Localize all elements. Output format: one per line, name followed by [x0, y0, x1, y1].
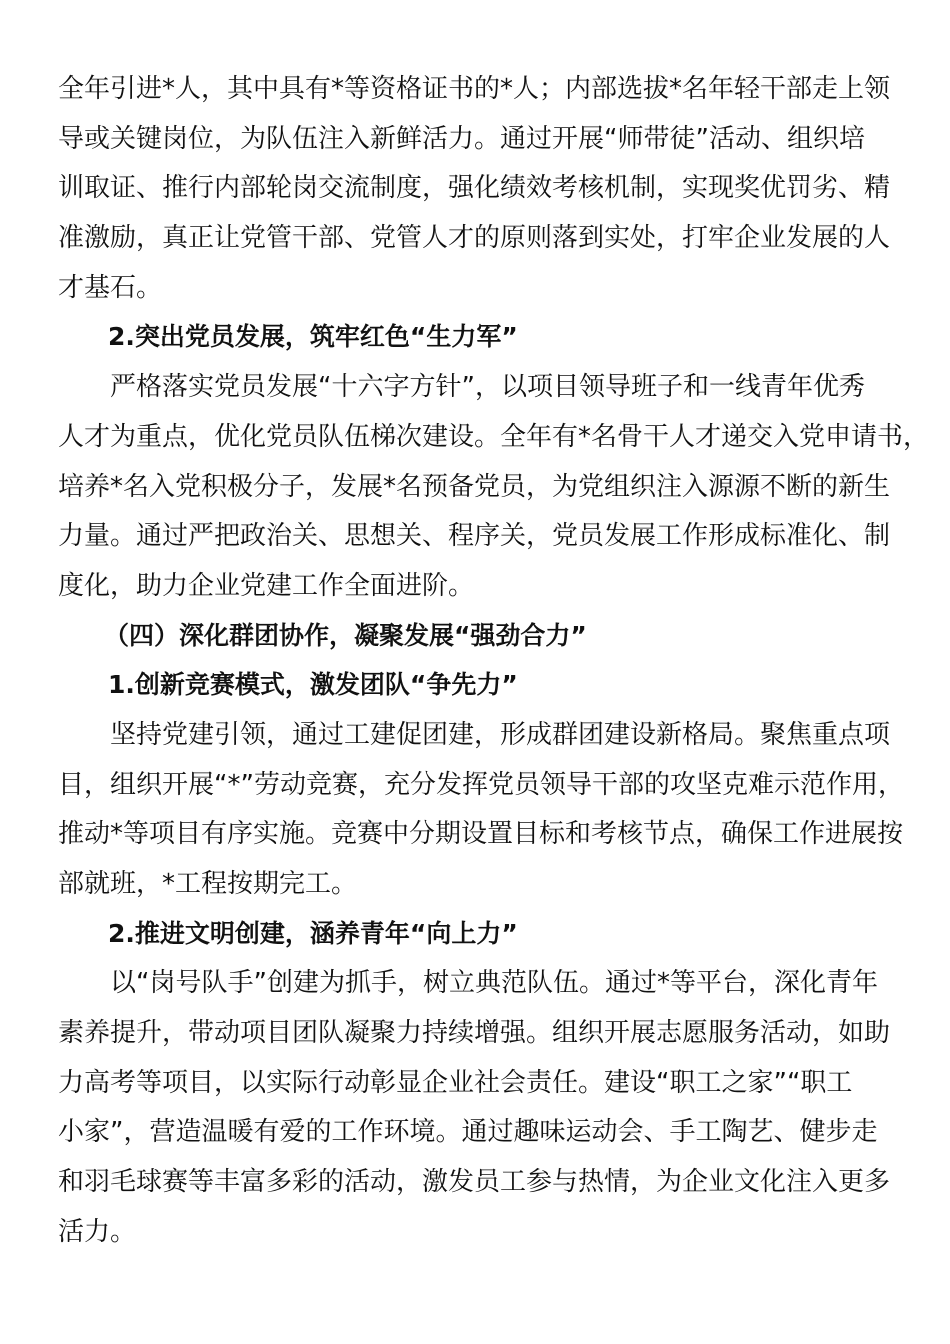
- paragraph-line: 目，组织开展“*”劳动竞赛，充分发挥党员领导干部的攻坚克难示范作用，: [58, 770, 904, 800]
- paragraph-line: 部就班，*工程按期完工。: [58, 869, 358, 899]
- paragraph-line: 素养提升，带动项目团队凝聚力持续增强。组织开展志愿服务活动，如助: [58, 1018, 891, 1048]
- paragraph-line: 准激励，真正让党管干部、党管人才的原则落到实处，打牢企业发展的人: [58, 223, 891, 253]
- paragraph-line: 严格落实党员发展“十六字方针”，以项目领导班子和一线青年优秀: [110, 372, 865, 402]
- paragraph-line: 小家”，营造温暖有爱的工作环境。通过趣味运动会、手工陶艺、健步走: [58, 1117, 878, 1147]
- paragraph-line: 才基石。: [58, 273, 163, 303]
- paragraph-line: 活力。: [58, 1217, 137, 1247]
- paragraph-line: 以“岗号队手”创建为抓手，树立典范队伍。通过*等平台，深化青年: [110, 968, 878, 998]
- subsection-heading: 1.创新竞赛模式，激发团队“争先力”: [108, 670, 518, 699]
- paragraph-line: 全年引进*人，其中具有*等资格证书的*人；内部选拔*名年轻干部走上领: [58, 74, 891, 104]
- subsection-heading: 2.推进文明创建，涵养青年“向上力”: [108, 919, 518, 948]
- paragraph-line: 人才为重点，优化党员队伍梯次建设。全年有*名骨干人才递交入党申请书，: [58, 422, 930, 452]
- paragraph-line: 力高考等项目，以实际行动彰显企业社会责任。建设“职工之家”“职工: [58, 1068, 853, 1098]
- section-heading: （四）深化群团协作，凝聚发展“强劲合力”: [104, 621, 587, 650]
- paragraph-line: 训取证、推行内部轮岗交流制度，强化绩效考核机制，实现奖优罚劣、精: [58, 173, 891, 203]
- paragraph-line: 推动*等项目有序实施。竞赛中分期设置目标和考核节点，确保工作进展按: [58, 819, 904, 849]
- paragraph-line: 力量。通过严把政治关、思想关、程序关，党员发展工作形成标准化、制: [58, 521, 891, 551]
- paragraph-line: 培养*名入党积极分子，发展*名预备党员，为党组织注入源源不断的新生: [58, 472, 891, 502]
- paragraph-line: 度化，助力企业党建工作全面进阶。: [58, 571, 475, 601]
- paragraph-line: 和羽毛球赛等丰富多彩的活动，激发员工参与热情，为企业文化注入更多: [58, 1167, 891, 1197]
- subsection-heading: 2.突出党员发展，筑牢红色“生力军”: [108, 322, 518, 351]
- paragraph-line: 导或关键岗位，为队伍注入新鲜活力。通过开展“师带徒”活动、组织培: [58, 124, 865, 154]
- paragraph-line: 坚持党建引领，通过工建促团建，形成群团建设新格局。聚焦重点项: [110, 720, 891, 750]
